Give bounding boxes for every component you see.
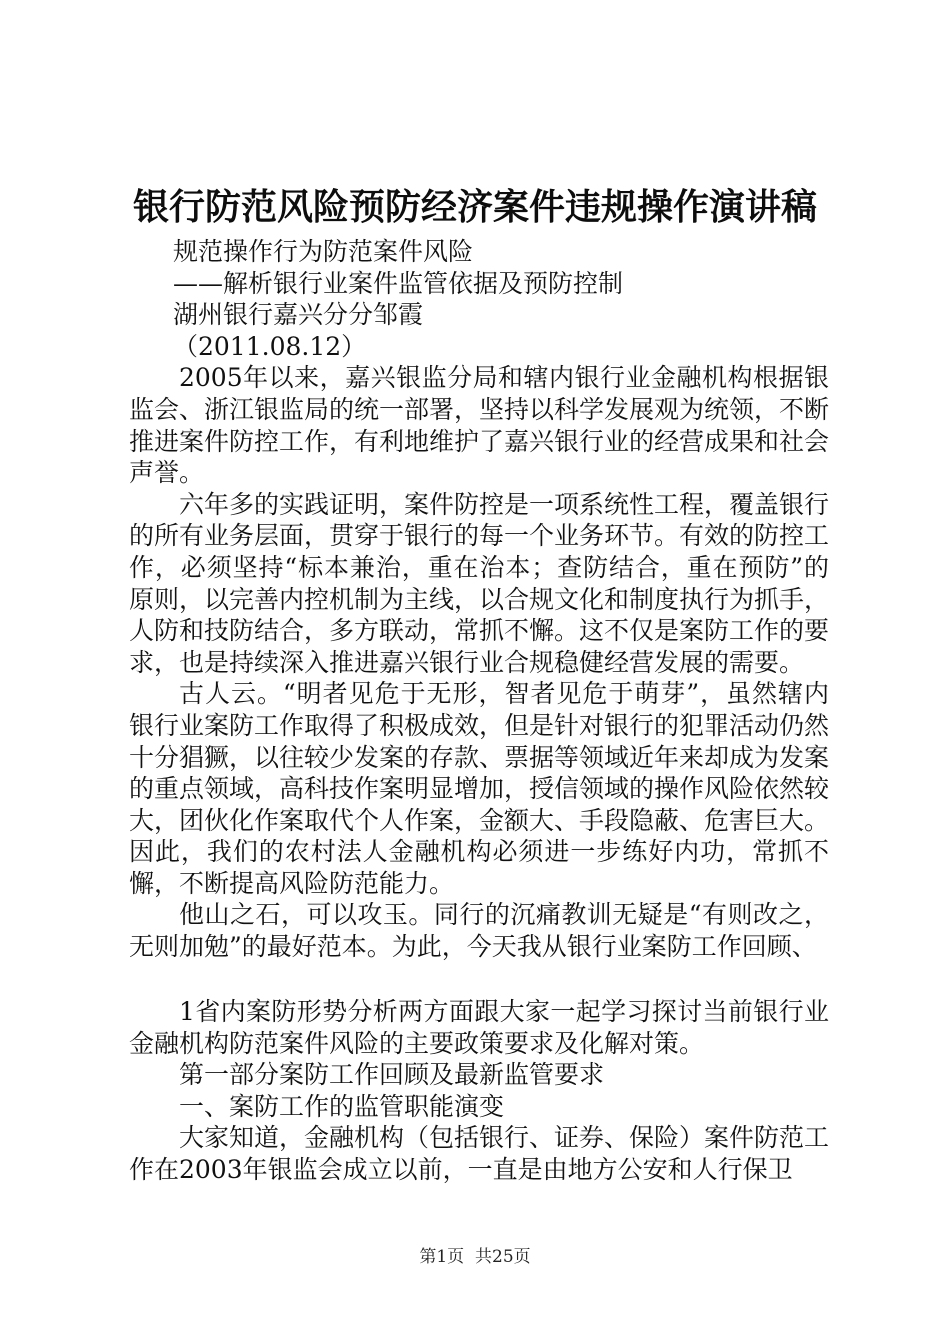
section-heading: 第一部分案防工作回顾及最新监管要求: [179, 1060, 605, 1090]
document-subheading: ——解析银行业案件监管依据及预防控制: [173, 268, 624, 298]
paragraph: 古人云。“明者见危于无形，智者见危于萌芽”，虽然辖内银行业案防工作取得了积极成效，但是针对银行的犯罪活动仍然十分猖獗，以往较少发案的存款、票据等领域近年来却成为发案的重点领域，高科技作案明显增加，授信领域的操作风险依然较大，团伙化作案取代个人作案，金额大、手段隐蔽、危害巨大。因此，我们的农村法人金融机构必须进一步练好内功，常抓不懈，不断提高风险防范能力。: [129, 679, 830, 898]
paragraph: 2005年以来，嘉兴银监分局和辖内银行业金融机构根据银监会、浙江银监局的统一部署，坚持以科学发展观为统领，不断推进案件防控工作，有利地维护了嘉兴银行业的经营成果和社会声誉。: [129, 363, 830, 488]
document-subtitle: 规范操作行为防范案件风险: [173, 237, 474, 266]
paragraph: 六年多的实践证明，案件防控是一项系统性工程，覆盖银行的所有业务层面，贯穿于银行的每一个业务环节。有效的防控工作，必须坚持“标本兼治，重在治本；查防结合，重在预防”的原则，以完善内控机制为主线，以合规文化和制度执行为抓手，人防和技防结合，多方联动，常抓不懈。这不仅是案防工作的要求，也是持续深入推进嘉兴银行业合规稳健经营发展的需要。: [129, 489, 830, 677]
footer-separator: [464, 1247, 475, 1267]
paragraph: 大家知道，金融机构（包括银行、证券、保险）案件防范工作在2003年银监会成立以前，一直是由地方公安和人行保卫: [129, 1123, 830, 1184]
document-body-part1: [129, 236, 829, 963]
document-author: 湖州银行嘉兴分分邹霞: [173, 300, 424, 330]
page-total: 共25页: [475, 1247, 531, 1267]
paragraph: 他山之石，可以攻玉。同行的沉痛教训无疑是“有则改之，无则加勉”的最好范本。为此，今天我从银行业案防工作回顾、: [129, 900, 829, 962]
document-date: （2011.08.12）: [173, 331, 367, 361]
subsection-heading: 一、案防工作的监管职能演变: [179, 1091, 505, 1121]
document-title: 银行防范风险预防经济案件违规操作演讲稿: [132, 187, 817, 228]
paragraph: 1省内案防形势分析两方面跟大家一起学习探讨当前银行业金融机构防范案件风险的主要政策要求及化解对策。: [129, 997, 829, 1058]
page-number: 第1页: [419, 1247, 465, 1267]
page-footer: [0, 1245, 950, 1269]
document-body-part2: [129, 996, 829, 1186]
